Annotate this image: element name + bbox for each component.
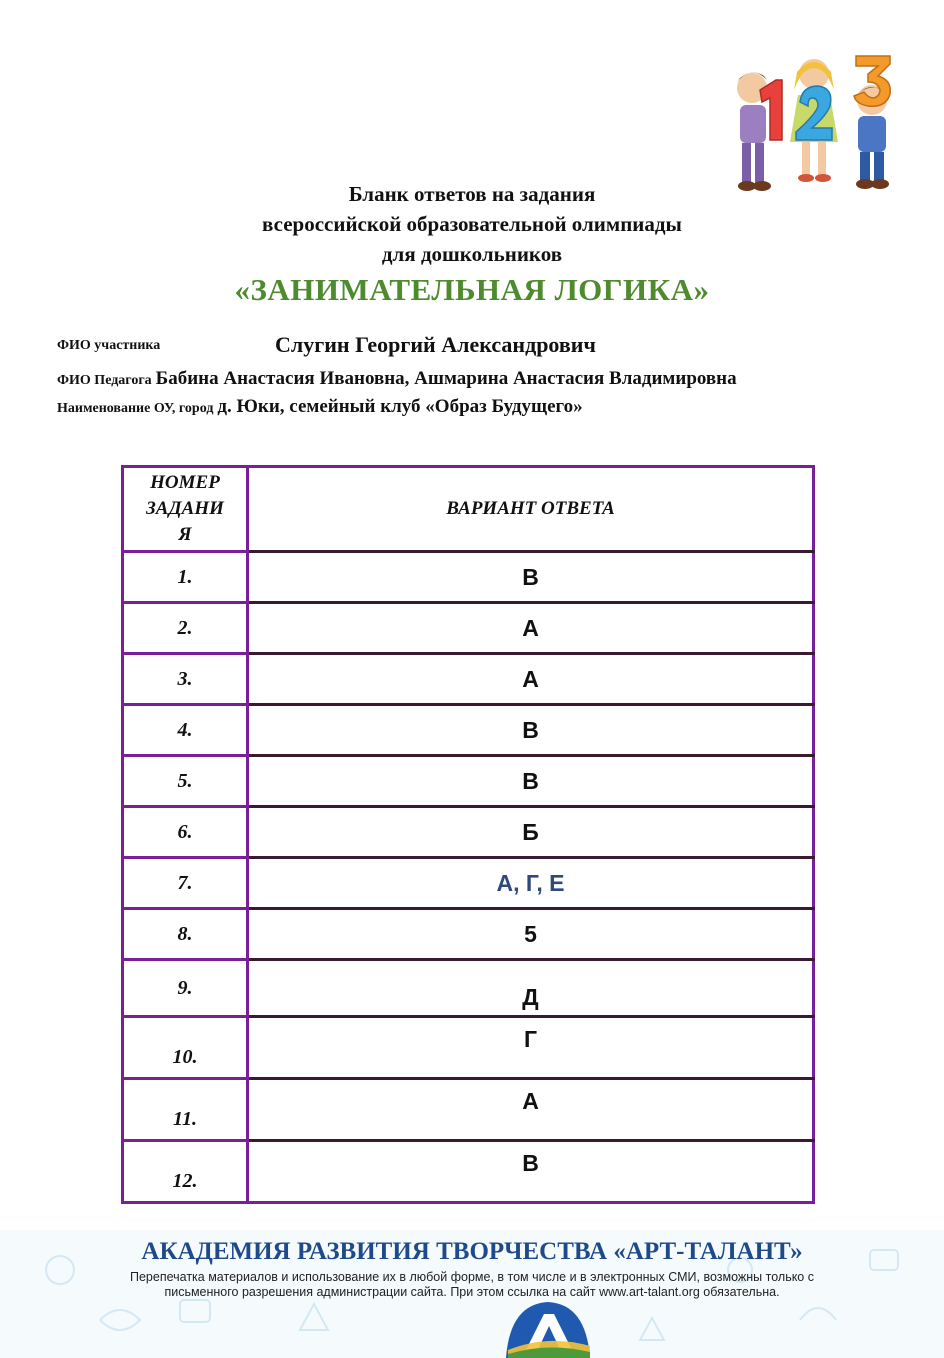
form-title-line1: Бланк ответов на задания: [348, 182, 596, 206]
table-row: [123, 858, 814, 909]
olympiad-name: «ЗАНИМАТЕЛЬНАЯ ЛОГИКА»: [234, 272, 710, 307]
participant-row: [57, 332, 596, 357]
task-number: 5.: [123, 756, 248, 807]
answer-value: Д: [248, 960, 814, 1017]
task-number: 12.: [123, 1141, 248, 1203]
teacher-label: ФИО Педагога: [57, 373, 152, 388]
answer-value: Г: [248, 1017, 814, 1079]
task-number-header-line3: Я: [178, 524, 192, 545]
kids-numbers-illustration: [722, 50, 902, 200]
art-talant-logo-icon: [500, 1296, 596, 1358]
table-header-row: [123, 467, 814, 552]
school-row: [57, 396, 583, 418]
task-number: 11.: [123, 1079, 248, 1141]
answers-table: [121, 465, 815, 1204]
school-value: д. Юки, семейный клуб «Образ Будущего»: [217, 396, 583, 417]
copyright-note-line2: письменного разрешения администрации сайта. При этом ссылка на сайт www.art-talant.org обязательна.: [164, 1285, 780, 1299]
participant-label: ФИО участника: [57, 338, 161, 353]
table-row: [123, 552, 814, 603]
answer-value: Б: [248, 807, 814, 858]
table-row: [123, 807, 814, 858]
task-number-header-line2: ЗАДАНИ: [146, 498, 224, 519]
task-number: 9.: [123, 960, 248, 1017]
answer-value: В: [248, 1141, 814, 1203]
task-number: 2.: [123, 603, 248, 654]
task-number: 4.: [123, 705, 248, 756]
table-row: [123, 1141, 814, 1203]
teacher-row: [57, 368, 737, 390]
school-label: Наименование ОУ, город: [57, 401, 214, 416]
answer-value: А, Г, Е: [248, 858, 814, 909]
task-number-header: [123, 467, 248, 552]
answer-value: В: [248, 705, 814, 756]
table-row: [123, 1017, 814, 1079]
answer-value: 5: [248, 909, 814, 960]
teacher-value: Бабина Анастасия Ивановна, Ашмарина Анастасия Владимировна: [155, 368, 737, 389]
table-row: [123, 960, 814, 1017]
form-title-line2: всероссийской образовательной олимпиады: [262, 212, 682, 236]
task-number-header-line1: НОМЕР: [150, 472, 220, 493]
answer-value: А: [248, 654, 814, 705]
task-number: 7.: [123, 858, 248, 909]
answer-value: В: [248, 552, 814, 603]
task-number: 3.: [123, 654, 248, 705]
table-row: [123, 756, 814, 807]
answer-header: ВАРИАНТ ОТВЕТА: [248, 467, 814, 552]
copyright-note-line1: Перепечатка материалов и использование их в любой форме, в том числе и в электронных СМИ, возможны только с: [129, 1270, 814, 1284]
table-row: [123, 705, 814, 756]
copyright-note: [80, 1270, 864, 1300]
answer-value: А: [248, 603, 814, 654]
participant-value: Слугин Георгий Александрович: [275, 332, 596, 357]
table-row: [123, 603, 814, 654]
form-title-line3: для дошкольников: [381, 242, 563, 266]
task-number: 10.: [123, 1017, 248, 1079]
answer-value: В: [248, 756, 814, 807]
task-number: 6.: [123, 807, 248, 858]
table-row: [123, 1079, 814, 1141]
task-number: 8.: [123, 909, 248, 960]
task-number: 1.: [123, 552, 248, 603]
academy-name: АКАДЕМИЯ РАЗВИТИЯ ТВОРЧЕСТВА «АРТ-ТАЛАНТ»: [141, 1238, 803, 1265]
table-row: [123, 654, 814, 705]
answer-value: А: [248, 1079, 814, 1141]
table-row: [123, 909, 814, 960]
